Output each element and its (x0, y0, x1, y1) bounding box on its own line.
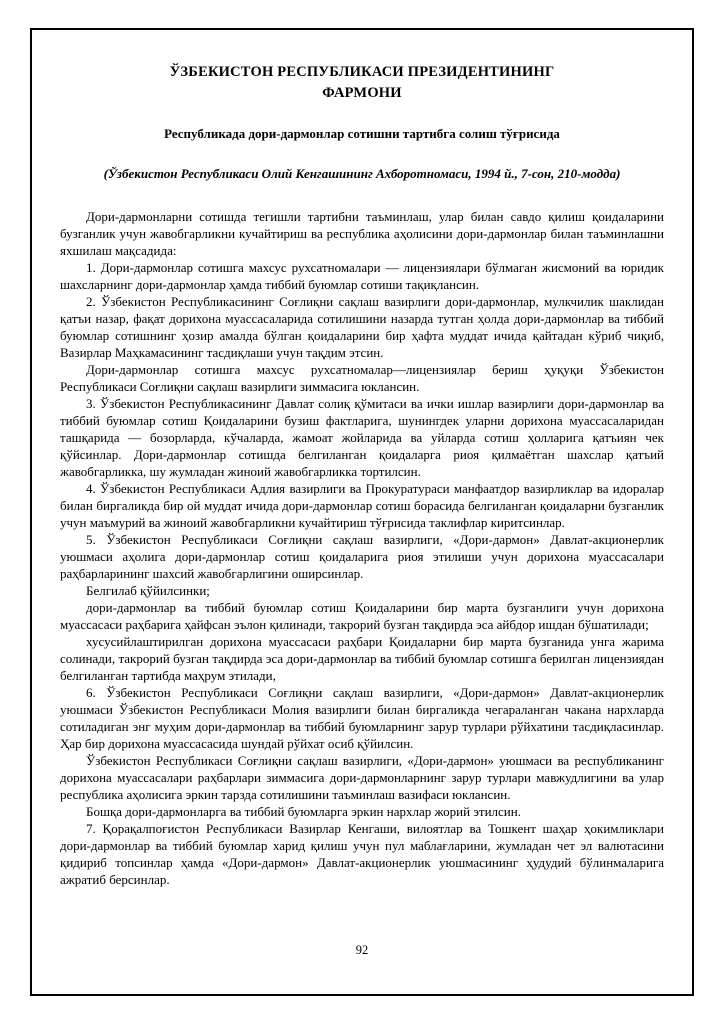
paragraph: Ўзбекистон Республикаси Соғлиқни сақлаш вазирлиги, «Дори-дармон» уюшмаси ва республиканинг дорихона муассасалари раҳбарлари зиммасига дори-дармонларнинг зарур турлари мавжудлигини ва улар республика аҳолисига эркин тарзда сотилишини таъминлаш вазифаси юклансин. (60, 753, 664, 803)
document-title: Республикада дори-дармонлар сотишни тартибга солиш тўғрисида (164, 126, 560, 142)
paragraph: хусусийлаштирилган дорихона муассасаси раҳбари Қоидаларни бир марта бузганида унга жарима солинади, такрорий бузган тақдирда эса дори-дармонлар ва тиббий буюмлар сотишга берилган лицензиядан белгиланган тартибда маҳрум этилади, (60, 634, 664, 684)
paragraph: 6. Ўзбекистон Республикаси Соғлиқни сақлаш вазирлиги, «Дори-дармон» Давлат-акционерлик уюшмаси Ўзбекистон Республикаси Молия вазирлиги билан биргаликда чегараланган чакана нархларда сотиладиган энг муҳим дори-дармонлар ва тиббий буюмларнинг зарур турлари рўйхатини тасдиқласинлар. Ҳар бир дорихона муассасасида шундай рўйхат осиб қўйилсин. (60, 685, 664, 752)
paragraph: Дори-дармонларни сотишда тегишли тартибни таъминлаш, улар билан савдо қилиш қоидаларини бузганлик учун жавобгарликни кучайтириш ва республика аҳолисини дори-дармонлар билан таъминлашни яхшилаш мақсадида: (60, 209, 664, 259)
document-header-line1: ЎЗБЕКИСТОН РЕСПУБЛИКАСИ ПРЕЗИДЕНТИНИНГ (169, 64, 555, 80)
paragraph: дори-дармонлар ва тиббий буюмлар сотиш Қоидаларини бир марта бузганлиги учун дорихона муассасаси раҳбарига ҳайфсан эълон қилинади, такрорий бузган тақдирда эса айбдор ишдан бўшатилади; (60, 600, 664, 633)
paragraph: Бошқа дори-дармонларга ва тиббий буюмларга эркин нархлар жорий этилсин. (86, 804, 521, 820)
page-border (30, 28, 694, 996)
page-number: 92 (355, 943, 369, 957)
paragraph: Белгилаб қўйилсинки; (86, 583, 210, 599)
document-body (60, 208, 664, 888)
document-header-line2: ФАРМОНИ (322, 85, 402, 102)
paragraph: 2. Ўзбекистон Республикасининг Соғлиқни сақлаш вазирлиги дори-дармонлар, мулкчилик шаклидан қатъи назар, фақат дорихона муассасаларида сотилишини назарда тутган ҳолда дори-дармонлар ва тиббий буюмлар сотишнинг ҳозир амалда бўлган қоидаларини бир ҳафта муддат ичида қайтадан кўриб чиқиб, Вазирлар Маҳкамасининг тасдиқлаши учун тақдим этсин. (60, 294, 664, 361)
document-header (60, 62, 664, 104)
paragraph: Дори-дармонлар сотишга махсус рухсатномалар—лицензиялар бериш ҳуқуқи Ўзбекистон Республикаси Соғлиқни сақлаш вазирлиги зиммасига юклансин. (60, 362, 664, 395)
paragraph: 1. Дори-дармонлар сотишга махсус рухсатномалари — лицензиялари бўлмаган жисмоний ва юридик шахсларнинг дори-дармонлар ҳамда тиббий буюмлар сотиши тақиқлансин. (60, 260, 664, 293)
paragraph: 7. Қорақалпоғистон Республикаси Вазирлар Кенгаши, вилоятлар ва Тошкент шаҳар ҳокимликлари дори-дармонлар ва тиббий буюмлар харид қилиш учун пул маблағларини, жумладан чет эл валютасини қидириб топсинлар ҳамда «Дори-дармон» Давлат-акционерлик уюшмасининг ҳудудий бўлинмаларига ажратиб берсинлар. (60, 821, 664, 888)
document-citation: (Ўзбекистон Республикаси Олий Кенгашининг Ахборотномаси, 1994 й., 7-сон, 210-модда) (103, 166, 621, 182)
paragraph: 5. Ўзбекистон Республикаси Соғлиқни сақлаш вазирлиги, «Дори-дармон» Давлат-акционерлик уюшмаси аҳолига дори-дармонлар сотиш қоидаларига риоя этилиши учун дорихона муассасалари раҳбарларининг шахсий жавобгарлигини оширсинлар. (60, 532, 664, 582)
paragraph: 4. Ўзбекистон Республикаси Адлия вазирлиги ва Прокуратураси манфаатдор вазирликлар ва идоралар билан биргаликда бир ой муддат ичида дори-дармонлар сотиш борасида белгиланган қоидаларни бузганлик учун маъмурий ва жиноий жавобгарликни кучайтириш тўғрисида таклифлар киритсинлар. (60, 481, 664, 531)
paragraph: 3. Ўзбекистон Республикасининг Давлат солиқ қўмитаси ва ички ишлар вазирлиги дори-дармонлар ва тиббий буюмлар сотиш Қоидаларини бузиш фактларига, шунингдек уларни дорихона муассасаларидан ташқарида — бозорларда, кўчаларда, жамоат жойларида ва уйларда сотиш ҳолларига қатъиян чек қўйсинлар. Дори-дармонлар сотишда белгиланган қоидаларга риоя қилмаётган шахслар қатъий жавобгарликка, шу жумладан жиноий жавобгарликка тортилсин. (60, 396, 664, 480)
